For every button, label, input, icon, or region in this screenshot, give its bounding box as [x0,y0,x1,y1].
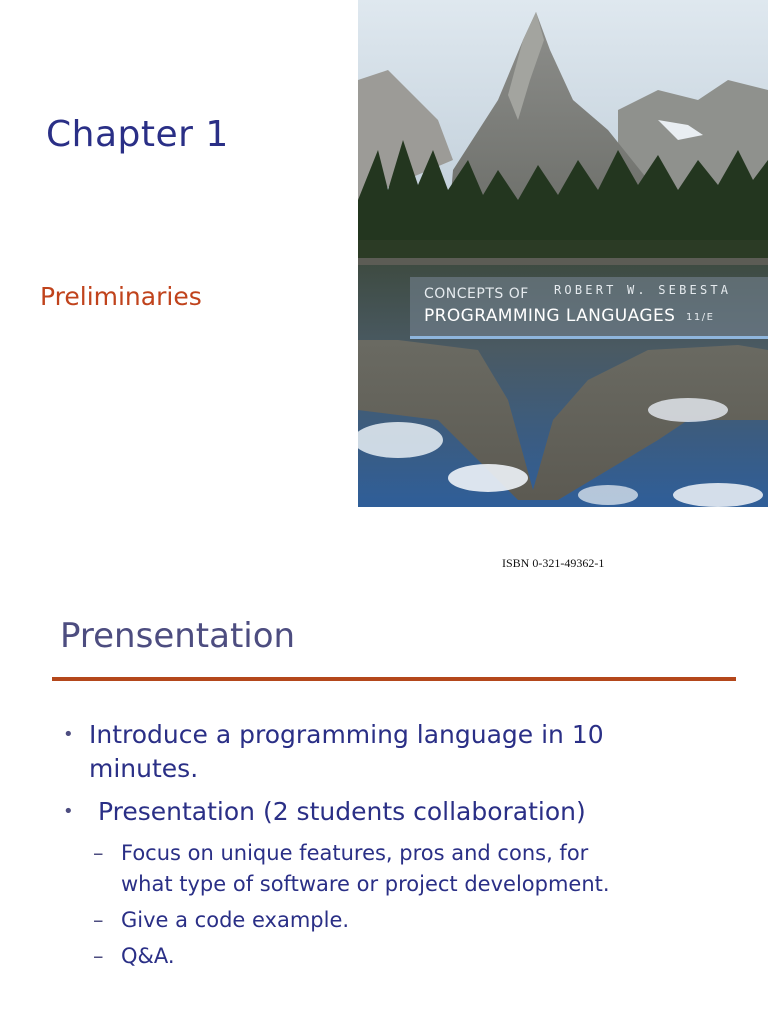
isbn-text: ISBN 0-321-49362-1 [502,556,605,570]
bullet-icon: • [63,724,74,745]
bullet-item [63,718,604,786]
cover-band-line [410,336,768,339]
dash-icon: – [93,841,104,865]
sub-bullet-text-line: Focus on unique features, pros and cons, for [121,841,589,865]
bullet-text-line: Introduce a programming language in 10 [89,720,604,749]
title-divider [52,677,736,681]
dash-icon: – [93,944,104,968]
sub-bullet-text-line: what type of software or project development. [121,872,610,896]
bullet-icon: • [63,801,74,822]
cover-series-text: CONCEPTS OF [424,286,529,302]
bullet-text-line: minutes. [89,754,199,783]
cover-author: ROBERT W. SEBESTA [554,283,732,297]
sub-bullet-item [93,941,175,972]
dash-icon: – [93,908,104,932]
sub-bullet-item [93,905,350,936]
bullet-text-line: Presentation (2 students collaboration) [98,797,586,826]
sub-bullet-text-line: Give a code example. [121,908,350,932]
presentation-slide [0,582,768,1024]
bullet-item [63,795,586,829]
chapter-subtitle: Preliminaries [40,282,202,311]
slide-title: Prensentation [60,616,296,656]
cover-book-title: PROGRAMMING LANGUAGES [424,306,676,326]
book-cover-image [358,0,768,507]
book-cover [358,0,768,507]
sub-bullet-text-line: Q&A. [121,944,175,968]
sub-bullet-item [93,838,610,900]
cover-edition: 11/E [686,312,715,323]
chapter-title: Chapter 1 [46,114,229,155]
